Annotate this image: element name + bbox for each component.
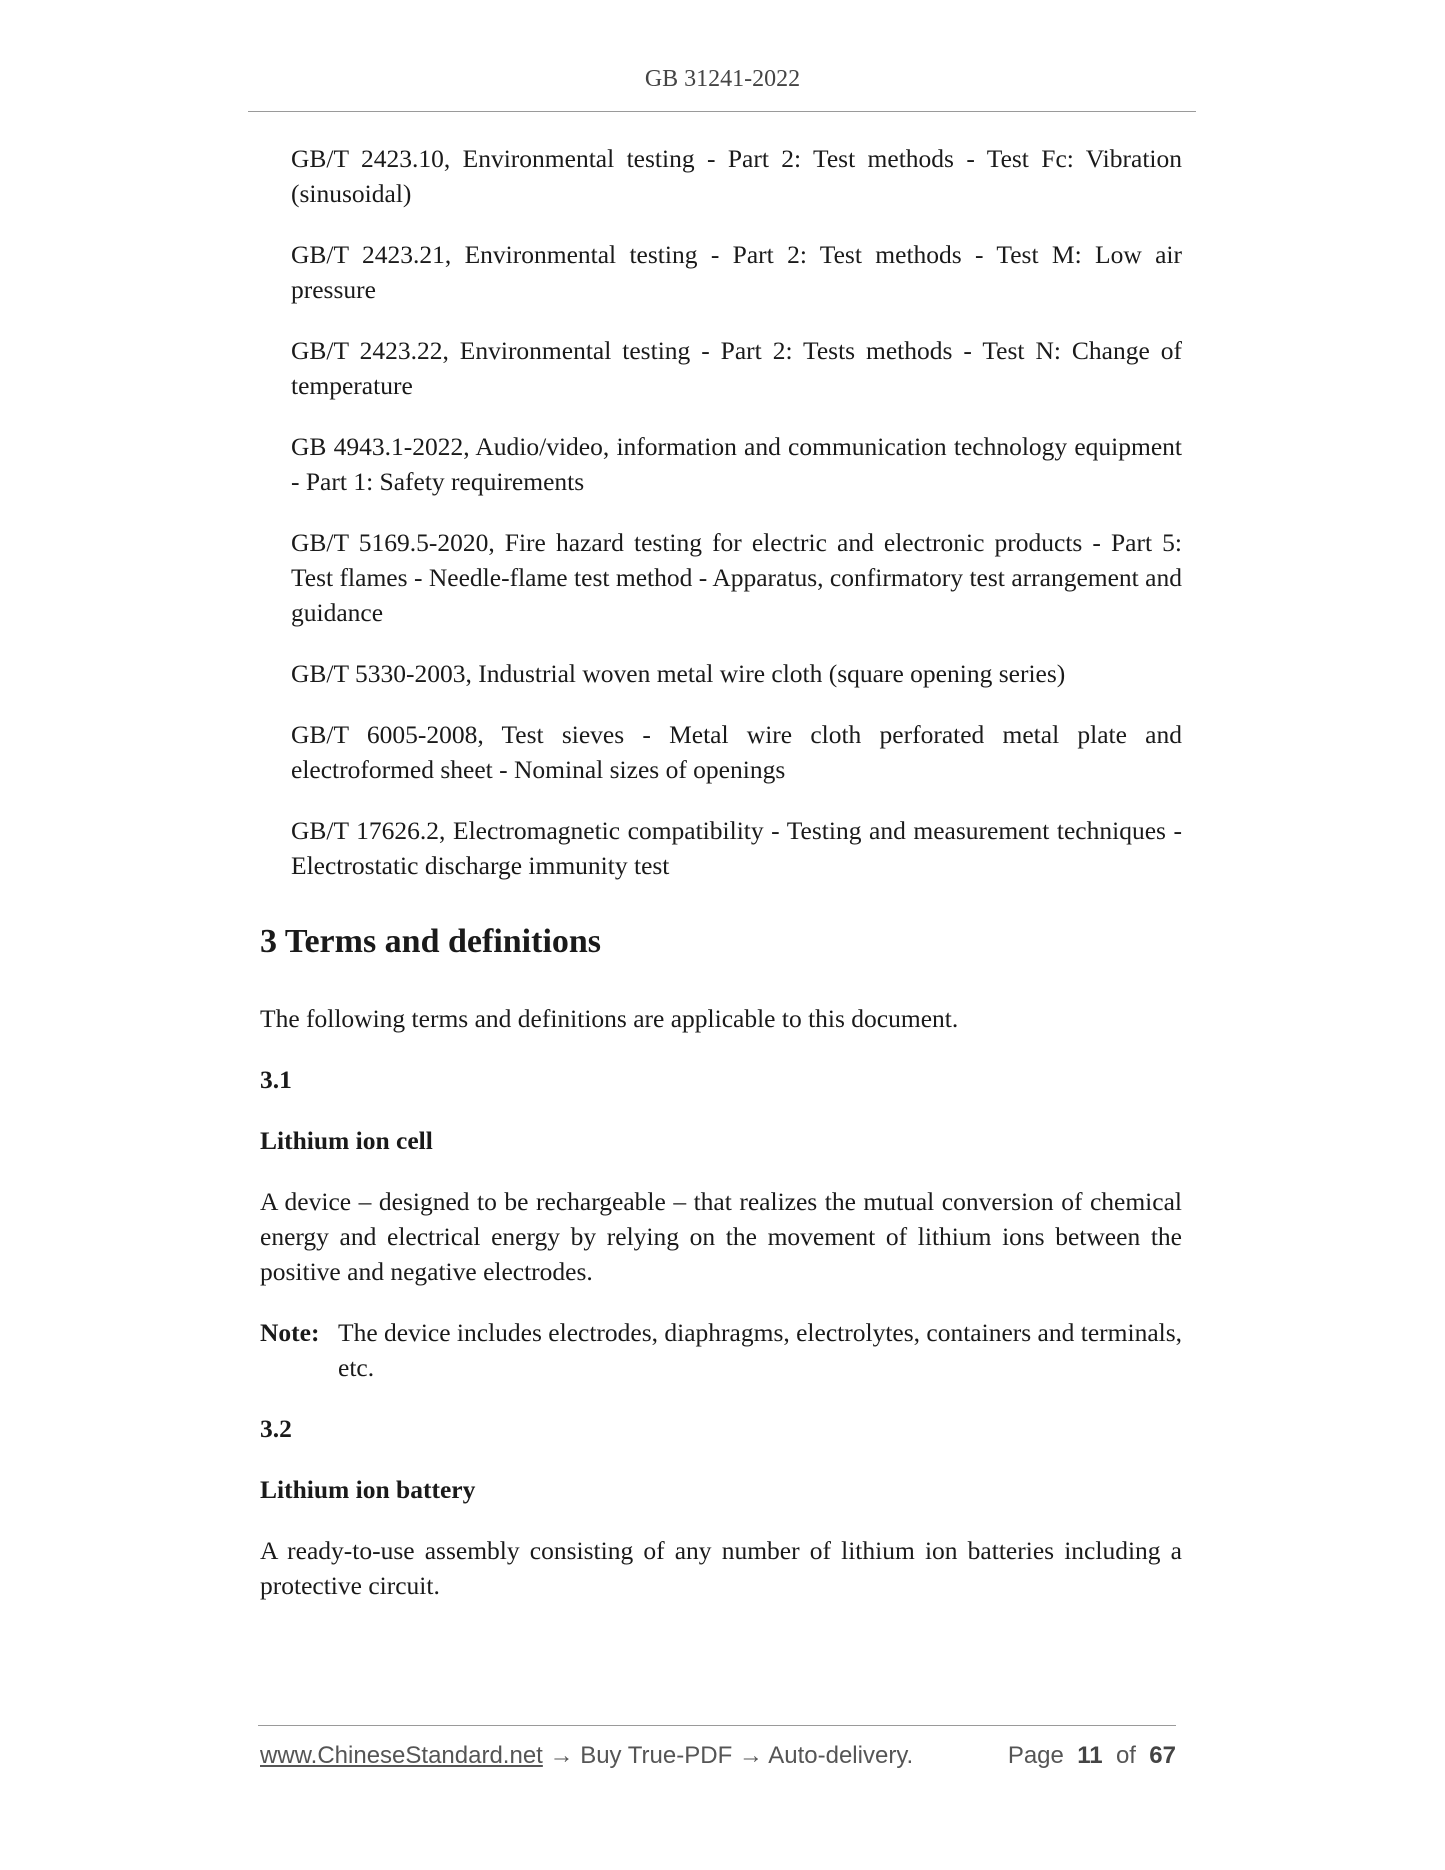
buy-text: Buy True-PDF [580,1742,733,1769]
page-number: 11 [1077,1742,1103,1769]
footer-divider [258,1725,1176,1726]
page-label: Page [1007,1742,1064,1769]
section-heading: 3 Terms and definitions [260,923,602,960]
reference-item: GB/T 5330-2003, Industrial woven metal wire cloth (square opening series) [291,659,1066,688]
arrow-icon: → [549,1742,574,1769]
term-number: 3.1 [260,1065,292,1094]
term-definition: A ready-to-use assembly consisting of any number of lithium ion batteries including a protective circuit. [260,1536,1182,1600]
term-note [260,1315,1182,1385]
reference-item: GB/T 17626.2, Electromagnetic compatibility - Testing and measurement techniques - Electrostatic discharge immunity test [291,816,1182,880]
term-title: Lithium ion cell [260,1126,433,1155]
term-number: 3.2 [260,1414,292,1443]
reference-item: GB/T 2423.21, Environmental testing - Part 2: Test methods - Test M: Low air pressure [291,240,1182,304]
reference-item: GB 4943.1-2022, Audio/video, information and communication technology equipment - Part 1: Safety requirements [291,432,1182,496]
header-divider [248,111,1196,112]
reference-item: GB/T 6005-2008, Test sieves - Metal wire cloth perforated metal plate and electroformed sheet - Nominal sizes of openings [291,720,1182,784]
reference-item: GB/T 2423.10, Environmental testing - Part 2: Test methods - Test Fc: Vibration (sinusoidal) [291,144,1182,208]
document-header-title: GB 31241-2022 [644,66,801,92]
of-label: of [1115,1742,1136,1769]
page-footer [260,1742,1176,1770]
footer-left [260,1742,913,1770]
reference-item: GB/T 2423.22, Environmental testing - Part 2: Tests methods - Test N: Change of temperature [291,336,1182,400]
website-link[interactable]: www.ChineseStandard.net [260,1742,543,1769]
page-indicator [1008,1742,1176,1770]
term-title: Lithium ion battery [260,1475,476,1504]
section-intro: The following terms and definitions are applicable to this document. [260,1004,959,1033]
note-label: Note: [260,1318,320,1347]
total-pages: 67 [1149,1742,1176,1769]
delivery-text: Auto-delivery. [768,1742,914,1769]
term-definition: A device – designed to be rechargeable – that realizes the mutual conversion of chemical energy and electrical energy by relying on the movement of lithium ions between the positive and negative electrodes. [260,1187,1182,1286]
arrow-icon: → [738,1742,763,1769]
page-content [260,141,1182,1629]
reference-item: GB/T 5169.5-2020, Fire hazard testing for electric and electronic products - Part 5: Test flames - Needle-flame test method - Apparatus, confirmatory test arrangement and guidance [291,528,1182,627]
note-text: The device includes electrodes, diaphragms, electrolytes, containers and terminals, etc. [338,1318,1183,1382]
